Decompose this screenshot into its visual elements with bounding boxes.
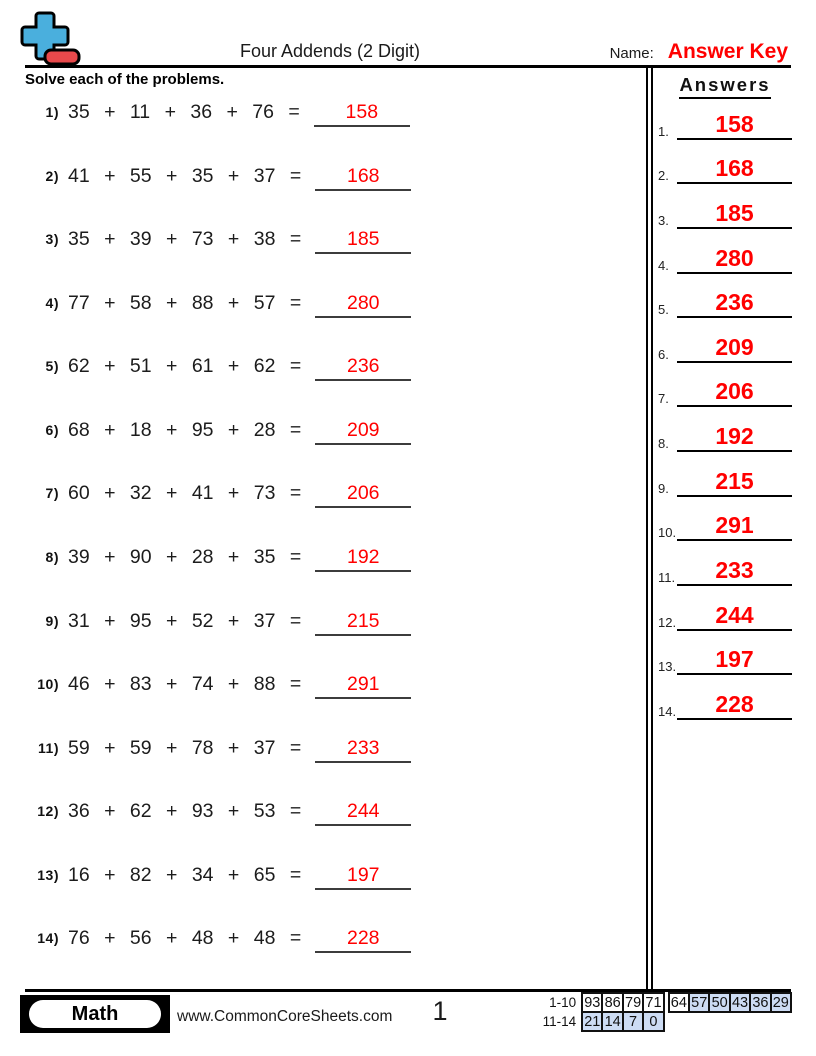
problem-answer-value: 291 bbox=[346, 673, 380, 696]
score-cell: 57 bbox=[688, 992, 710, 1013]
score-cell: 64 bbox=[668, 992, 690, 1013]
answers-panel bbox=[656, 74, 794, 724]
problem-expression: 62 + 51 + 61 + 62 = bbox=[68, 355, 302, 378]
answer-number: 3. bbox=[658, 212, 669, 228]
problem-number: 9) bbox=[45, 612, 59, 629]
score-row bbox=[537, 1011, 792, 1032]
problem-number: 3) bbox=[45, 231, 59, 248]
problem-expression: 31 + 95 + 52 + 37 = bbox=[68, 609, 302, 632]
problem-answer-line bbox=[315, 863, 411, 890]
problem-answer-value: 185 bbox=[346, 228, 380, 251]
problem-expression: 16 + 82 + 34 + 65 = bbox=[68, 863, 302, 886]
score-cell: 14 bbox=[601, 1011, 623, 1032]
problem-answer-line bbox=[315, 354, 411, 381]
problem-answer-value: 197 bbox=[346, 863, 380, 886]
problem-number: 13) bbox=[37, 866, 59, 883]
answer-number: 9. bbox=[658, 480, 669, 496]
problem-row bbox=[25, 863, 640, 927]
answer-line bbox=[677, 200, 792, 229]
answer-line bbox=[677, 289, 792, 318]
problem-expression: 35 + 39 + 73 + 38 = bbox=[68, 228, 302, 251]
problem-expression: 46 + 83 + 74 + 88 = bbox=[68, 673, 302, 696]
problem-row bbox=[25, 736, 640, 800]
answer-number: 13. bbox=[658, 659, 677, 675]
answer-row bbox=[656, 322, 794, 367]
answer-row bbox=[656, 456, 794, 501]
score-cell: 93 bbox=[581, 992, 603, 1013]
problem-expression: 76 + 56 + 48 + 48 = bbox=[68, 927, 302, 950]
website-text: www.CommonCoreSheets.com bbox=[177, 1008, 393, 1025]
problem-answer-line bbox=[315, 291, 411, 318]
answer-line bbox=[677, 468, 792, 497]
header-divider-line bbox=[25, 65, 791, 68]
problem-row bbox=[25, 926, 640, 990]
answer-number: 6. bbox=[658, 346, 669, 362]
answer-row bbox=[656, 144, 794, 189]
answer-value: 158 bbox=[715, 110, 754, 137]
problem-expression: 77 + 58 + 88 + 57 = bbox=[68, 291, 302, 314]
problem-expression: 41 + 55 + 35 + 37 = bbox=[68, 164, 302, 187]
problem-expression: 35 + 11 + 36 + 76 = bbox=[68, 101, 300, 123]
problem-answer-line bbox=[315, 164, 411, 191]
name-row bbox=[553, 40, 788, 64]
problem-number: 8) bbox=[45, 548, 59, 565]
answer-row bbox=[656, 501, 794, 546]
answer-number: 11. bbox=[658, 570, 676, 586]
score-cell: 79 bbox=[622, 992, 644, 1013]
problem-row bbox=[25, 799, 640, 863]
answers-list bbox=[656, 99, 794, 724]
answer-number: 14. bbox=[658, 703, 677, 719]
score-cell: 21 bbox=[581, 1011, 603, 1032]
problem-answer-value: 206 bbox=[346, 482, 380, 505]
answer-line bbox=[677, 111, 792, 140]
problem-row bbox=[25, 609, 640, 673]
problem-number: 6) bbox=[45, 421, 59, 438]
problem-number: 5) bbox=[45, 358, 59, 375]
problem-answer-value: 209 bbox=[346, 418, 380, 441]
problem-row bbox=[25, 100, 640, 164]
answer-row bbox=[656, 188, 794, 233]
problem-row bbox=[25, 164, 640, 228]
problem-row bbox=[25, 481, 640, 545]
score-row-label: 1-10 bbox=[549, 995, 577, 1010]
problem-row bbox=[25, 354, 640, 418]
problem-row bbox=[25, 418, 640, 482]
score-reference-table bbox=[537, 992, 792, 1032]
problem-answer-line bbox=[315, 799, 411, 826]
answer-row bbox=[656, 635, 794, 680]
answer-row bbox=[656, 679, 794, 724]
subject-badge bbox=[20, 995, 170, 1033]
answer-value: 244 bbox=[715, 601, 754, 628]
problem-row bbox=[25, 227, 640, 291]
name-label: Name: bbox=[609, 45, 654, 62]
problem-answer-value: 192 bbox=[346, 545, 380, 568]
instructions-text: Solve each of the problems. bbox=[25, 71, 225, 88]
subject-badge-label: Math bbox=[29, 1000, 161, 1028]
problem-expression: 36 + 62 + 93 + 53 = bbox=[68, 800, 302, 823]
answer-number: 10. bbox=[658, 525, 677, 541]
problem-answer-line bbox=[315, 736, 411, 763]
answers-panel-title: Answers bbox=[679, 74, 770, 99]
problem-number: 10) bbox=[37, 676, 59, 693]
answer-row bbox=[656, 545, 794, 590]
answer-line bbox=[677, 378, 792, 407]
score-cell: 36 bbox=[749, 992, 771, 1013]
problem-answer-line bbox=[315, 609, 411, 636]
answer-line bbox=[677, 602, 792, 631]
answer-row bbox=[656, 99, 794, 144]
problem-number: 4) bbox=[45, 294, 59, 311]
answer-number: 2. bbox=[658, 168, 669, 184]
score-cell: 71 bbox=[642, 992, 664, 1013]
answer-number: 8. bbox=[658, 436, 669, 452]
problem-number: 12) bbox=[37, 803, 59, 820]
problem-answer-value: 158 bbox=[345, 101, 379, 123]
answer-line bbox=[677, 646, 792, 675]
problem-answer-value: 228 bbox=[346, 927, 380, 950]
problem-expression: 59 + 59 + 78 + 37 = bbox=[68, 736, 302, 759]
answer-value: 215 bbox=[715, 467, 754, 494]
score-cell: 50 bbox=[708, 992, 730, 1013]
score-cell: 0 bbox=[642, 1011, 664, 1032]
answer-value: 236 bbox=[715, 289, 754, 316]
answer-number: 5. bbox=[658, 302, 669, 318]
answer-row bbox=[656, 233, 794, 278]
problem-expression: 68 + 18 + 95 + 28 = bbox=[68, 418, 302, 441]
answer-value: 209 bbox=[715, 333, 754, 360]
problem-answer-value: 215 bbox=[346, 609, 380, 632]
page-number: 1 bbox=[432, 996, 448, 1026]
answer-line bbox=[677, 423, 792, 452]
answer-number: 1. bbox=[658, 123, 669, 139]
problem-answer-value: 236 bbox=[346, 355, 380, 378]
answer-line bbox=[677, 512, 792, 541]
answer-row bbox=[656, 278, 794, 323]
answer-line bbox=[677, 691, 792, 720]
score-row bbox=[537, 992, 792, 1013]
answer-row bbox=[656, 367, 794, 412]
problem-number: 14) bbox=[37, 930, 59, 947]
score-cell: 29 bbox=[770, 992, 792, 1013]
problem-number: 7) bbox=[45, 485, 59, 502]
problem-row bbox=[25, 672, 640, 736]
answer-number: 4. bbox=[658, 257, 669, 273]
score-cell: 86 bbox=[601, 992, 623, 1013]
problem-answer-value: 244 bbox=[346, 800, 380, 823]
answer-row bbox=[656, 590, 794, 635]
answer-value: 291 bbox=[715, 512, 754, 539]
problem-answer-line bbox=[314, 100, 410, 127]
problem-expression: 60 + 32 + 41 + 73 = bbox=[68, 482, 302, 505]
answer-value: 192 bbox=[715, 423, 754, 450]
problems-list bbox=[25, 100, 640, 990]
problem-answer-line bbox=[315, 545, 411, 572]
answer-row bbox=[656, 411, 794, 456]
problem-answer-line bbox=[315, 418, 411, 445]
answers-title-wrap bbox=[656, 74, 794, 99]
answer-key-text: Answer Key bbox=[667, 40, 788, 63]
problem-answer-value: 168 bbox=[346, 164, 380, 187]
problem-number: 1) bbox=[45, 104, 59, 120]
answer-line bbox=[677, 245, 792, 274]
answer-line bbox=[677, 334, 792, 363]
score-cell: 7 bbox=[622, 1011, 644, 1032]
problem-expression: 39 + 90 + 28 + 35 = bbox=[68, 545, 302, 568]
problem-answer-line bbox=[315, 926, 411, 953]
score-cell: 43 bbox=[729, 992, 751, 1013]
page-title: Four Addends (2 Digit) bbox=[239, 41, 421, 61]
answer-value: 197 bbox=[715, 646, 754, 673]
column-divider-double-line bbox=[646, 68, 653, 989]
answer-number: 12. bbox=[658, 614, 677, 630]
problem-number: 2) bbox=[45, 167, 59, 184]
problem-answer-line bbox=[315, 481, 411, 508]
answer-value: 228 bbox=[715, 690, 754, 717]
problem-row bbox=[25, 291, 640, 355]
problem-number: 11) bbox=[38, 739, 59, 756]
answer-number: 7. bbox=[658, 391, 669, 407]
problem-answer-line bbox=[315, 672, 411, 699]
problem-answer-line bbox=[315, 227, 411, 254]
answer-value: 233 bbox=[715, 557, 754, 584]
answer-value: 280 bbox=[715, 244, 754, 271]
problem-row bbox=[25, 545, 640, 609]
answer-value: 185 bbox=[715, 199, 754, 226]
answer-line bbox=[677, 155, 792, 184]
problem-answer-value: 233 bbox=[346, 736, 380, 759]
problem-answer-value: 280 bbox=[346, 291, 380, 314]
answer-value: 206 bbox=[715, 378, 754, 405]
score-row-label: 11-14 bbox=[542, 1014, 577, 1029]
answer-value: 168 bbox=[715, 155, 754, 182]
answer-line bbox=[677, 557, 792, 586]
